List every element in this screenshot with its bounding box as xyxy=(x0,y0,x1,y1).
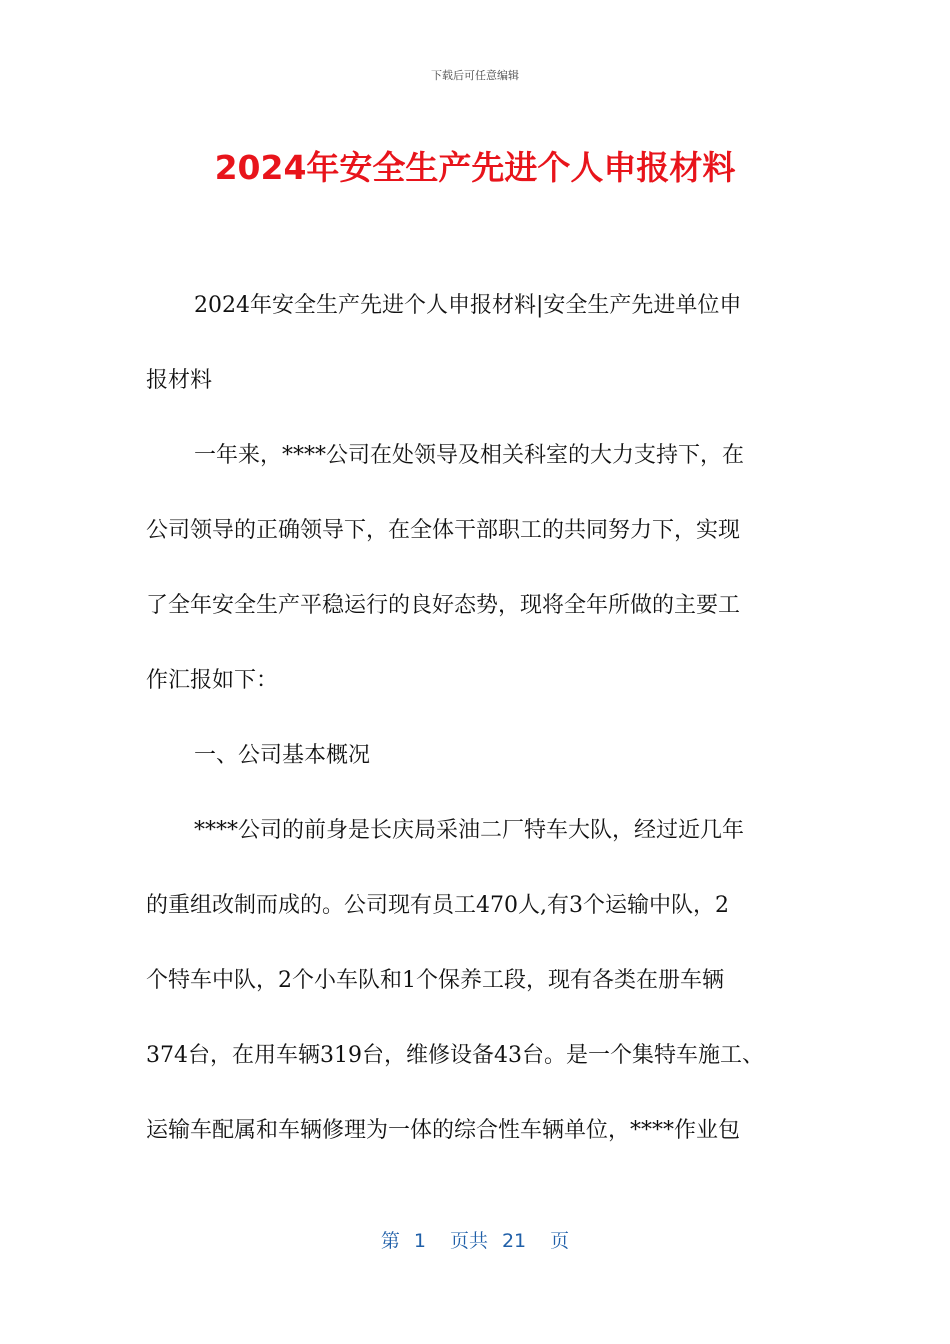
paragraph-line: 374台，在用车辆319台，维修设备43台。是一个集特车施工、 xyxy=(146,1043,764,1068)
document-title: 2024年安全生产先进个人申报材料 xyxy=(214,148,736,187)
header-note: 下载后可任意编辑 xyxy=(431,69,519,82)
page-footer xyxy=(0,1226,950,1253)
paragraph-line: 2024年安全生产先进个人申报材料|安全生产先进单位申 xyxy=(194,293,742,318)
paragraph-line: 运输车配属和车辆修理为一体的综合性车辆单位，****作业包 xyxy=(146,1118,741,1143)
footer-total-pages: 21 xyxy=(501,1230,527,1252)
paragraph-line: 了全年安全生产平稳运行的良好态势，现将全年所做的主要工 xyxy=(146,593,741,618)
footer-page-number: 1 xyxy=(413,1230,426,1252)
footer-prefix: 第 xyxy=(380,1230,400,1252)
footer-middle: 页共 xyxy=(449,1230,488,1252)
footer-suffix: 页 xyxy=(550,1230,570,1252)
paragraph-line: 的重组改制而成的。公司现有员工470人,有3个运输中队，2 xyxy=(146,893,729,918)
section-heading: 一、公司基本概况 xyxy=(194,743,371,768)
paragraph-line: 作汇报如下： xyxy=(146,668,279,693)
paragraph-line: ****公司的前身是长庆局采油二厂特车大队，经过近几年 xyxy=(194,818,745,843)
paragraph-line: 公司领导的正确领导下，在全体干部职工的共同努力下，实现 xyxy=(146,518,741,543)
document-body xyxy=(146,268,806,1168)
paragraph-line: 报材料 xyxy=(146,368,213,393)
paragraph-line: 一年来，****公司在处领导及相关科室的大力支持下，在 xyxy=(194,443,745,468)
paragraph-line: 个特车中队，2个小车队和1个保养工段，现有各类在册车辆 xyxy=(146,968,724,993)
